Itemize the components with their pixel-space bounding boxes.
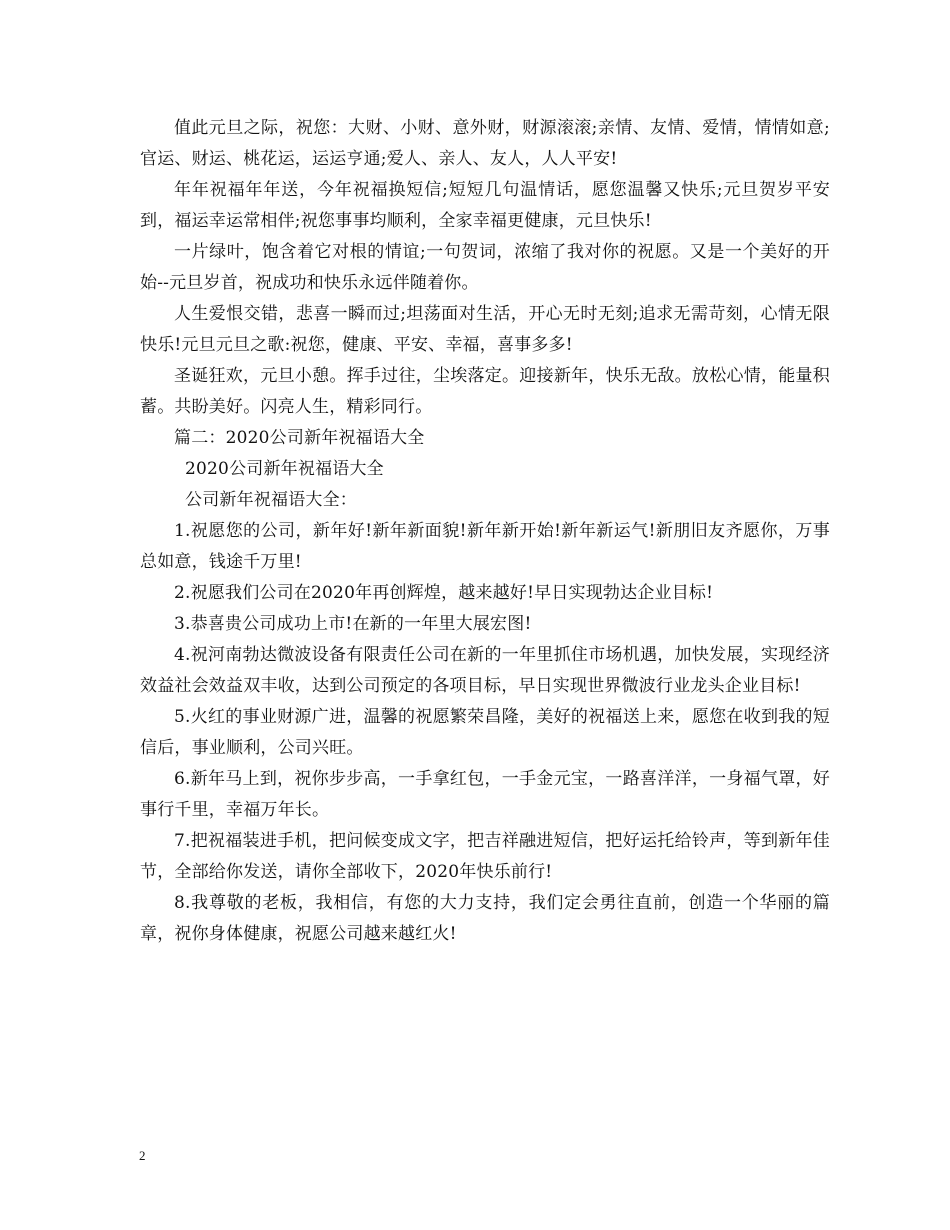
list-item: 2.祝愿我们公司在2020年再创辉煌，越来越好!早日实现勃达企业目标! xyxy=(174,583,714,603)
list-intro: 公司新年祝福语大全： xyxy=(185,490,357,510)
list-item: 1.祝愿您的公司，新年好!新年新面貌!新年新开始!新年新运气!新朋旧友齐愿你，万事总如意，钱途千万里! xyxy=(140,521,830,572)
list-item: 4.祝河南勃达微波设备有限责任公司在新的一年里抓住市场机遇，加快发展，实现经济效益社会效益双丰收，达到公司预定的各项目标，早日实现世界微波行业龙头企业目标! xyxy=(140,645,830,696)
list-item: 3.恭喜贵公司成功上市!在新的一年里大展宏图! xyxy=(174,614,532,634)
paragraph: 人生爱恨交错，悲喜一瞬而过;坦荡面对生活，开心无时无刻;追求无需苛刻，心情无限快乐!元旦元旦之歌:祝您，健康、平安、幸福，喜事多多! xyxy=(140,304,830,355)
paragraph: 一片绿叶，饱含着它对根的情谊;一句贺词，浓缩了我对你的祝愿。又是一个美好的开始--元旦岁首，祝成功和快乐永远伴随着你。 xyxy=(140,242,830,293)
list-item: 7.把祝福装进手机，把问候变成文字，把吉祥融进短信，把好运托给铃声，等到新年佳节，全部给你发送，请你全部收下，2020年快乐前行! xyxy=(140,831,830,882)
section-title: 2020公司新年祝福语大全 xyxy=(185,459,384,479)
paragraph: 年年祝福年年送，今年祝福换短信;短短几句温情话，愿您温馨又快乐;元旦贺岁平安到，福运幸运常相伴;祝您事事均顺利，全家幸福更健康，元旦快乐! xyxy=(140,180,830,231)
paragraph: 圣诞狂欢，元旦小憩。挥手过往，尘埃落定。迎接新年，快乐无敌。放松心情，能量积蓄。共盼美好。闪亮人生，精彩同行。 xyxy=(140,366,830,417)
list-item: 5.火红的事业财源广进，温馨的祝愿繁荣昌隆，美好的祝福送上来，愿您在收到我的短信后，事业顺利，公司兴旺。 xyxy=(140,707,830,758)
list-item: 6.新年马上到，祝你步步高，一手拿红包，一手金元宝，一路喜洋洋，一身福气罩，好事行千里，幸福万年长。 xyxy=(140,769,830,820)
document-body xyxy=(140,113,830,950)
section-heading: 篇二：2020公司新年祝福语大全 xyxy=(174,428,425,448)
paragraph: 值此元旦之际，祝您：大财、小财、意外财，财源滚滚;亲情、友情、爱情，情情如意;官运、财运、桃花运，运运亨通;爱人、亲人、友人，人人平安! xyxy=(140,118,830,169)
list-item: 8.我尊敬的老板，我相信，有您的大力支持，我们定会勇往直前，创造一个华丽的篇章，祝你身体健康，祝愿公司越来越红火! xyxy=(140,893,830,944)
page-number: 2 xyxy=(139,1148,146,1163)
